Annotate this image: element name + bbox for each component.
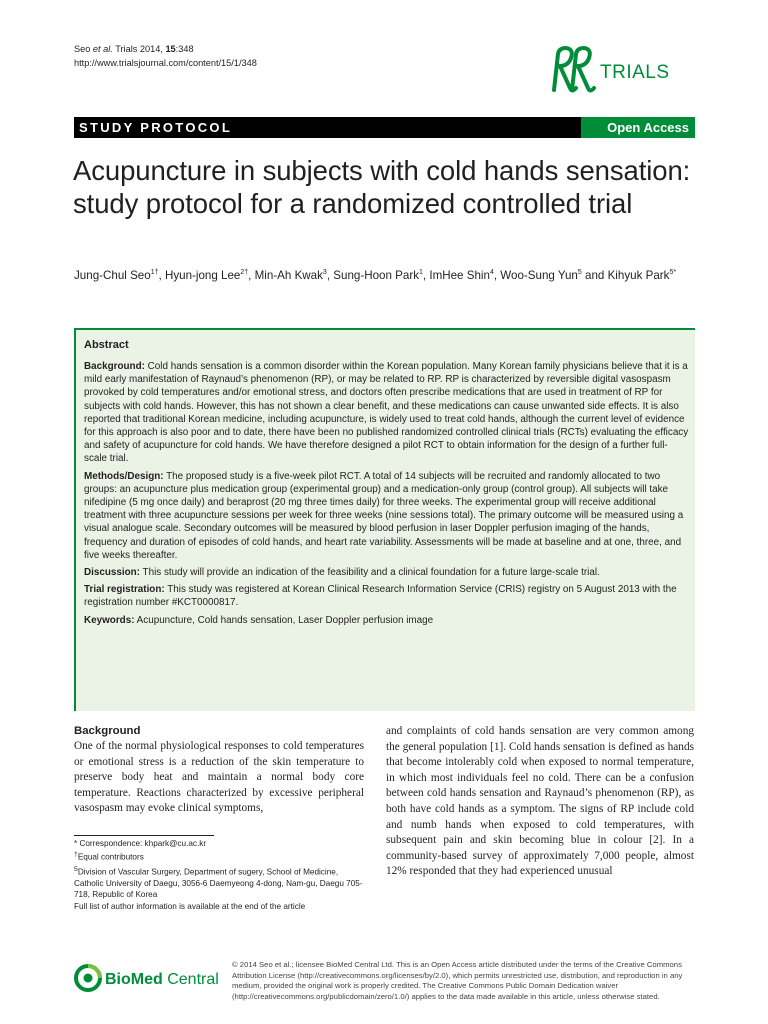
abstract-keywords: Keywords: Acupuncture, Cold hands sensation, Laser Doppler perfusion image	[84, 614, 434, 626]
body-paragraph-right: and complaints of cold hands sensation are very common among the general population [1]. Cold hands sensation is defined as hands that become intolerably cold when exposed to normal temperature, in which most individuals feel no cold. There can be a confusion between cold hands sensation and Raynaud’s phenomenon (RP), as both have cold hands as a symptom. The signs of RP include cold and numb hands when exposed to cold temperatures, with subsequent pain and skin becoming blue in colour [2]. In a community-based survey of approximately 7,000 people, almost 12% responded that they had experienced unusual	[386, 725, 694, 878]
author-name: Jung-Chul Seo	[74, 268, 151, 282]
author-affiliation-marker: 5	[577, 269, 582, 276]
author-separator: ,	[493, 268, 501, 282]
article-title: Acupuncture in subjects with cold hands sensation: study protocol for a randomized controlled trial	[73, 155, 691, 219]
citation-block	[74, 42, 257, 70]
author-separator: ,	[248, 268, 255, 282]
equal-contributors-note: †Equal contributors	[74, 851, 144, 863]
correspondence-note: * Correspondence: khpark@cu.ac.kr	[74, 839, 207, 848]
full-list-note: Full list of author information is available at the end of the article	[74, 901, 306, 911]
abstract-heading: Abstract	[84, 339, 129, 351]
abstract-methods: Methods/Design: The proposed study is a five-week pilot RCT. A total of 14 subjects will be recruited and randomly allocated to two groups: an acupuncture plus medication group (experimental group) and a medication-only group (control group). All subjects will take nifedipine (5 mg once daily) and beraprost (20 mg three times daily) for three weeks. The experimental group will receive additional treatment with three acupuncture sessions per week for three weeks (nine sessions total). The primary outcome will be measured using a visual analogue scale. Secondary outcomes will be measured by blood perfusion in laser Doppler perfusion imaging of the hands, frequency and duration of episodes of cold hands, and heart rate variability. Assessments will be made at baseline and at one, three, and five weeks thereafter.	[84, 470, 684, 561]
author-name: ImHee Shin	[429, 268, 490, 282]
footnote-divider	[74, 835, 214, 836]
author-name: Kihyuk Park	[607, 268, 670, 282]
author-affiliation-marker: 1	[419, 269, 423, 276]
author-list	[74, 264, 694, 285]
author-name: Woo-Sung Yun	[500, 268, 578, 282]
abstract-trial-registration: Trial registration: This study was registered at Korean Clinical Research Information Service (CRIS) registry on 5 August 2013 with the registration number #KCT0000817.	[84, 584, 677, 609]
author-affiliation-marker: 5*	[669, 269, 677, 276]
author-separator: and	[581, 268, 608, 282]
author-name: Hyun-jong Lee	[164, 268, 241, 282]
author-name: Sung-Hoon Park	[333, 268, 419, 282]
author-affiliation-marker: 3	[322, 269, 327, 276]
abstract-discussion: Discussion: This study will provide an indication of the feasibility and a clinical foundation for a future large-scale trial.	[84, 567, 600, 579]
author-separator: ,	[422, 268, 430, 282]
body-right-column	[386, 724, 694, 880]
biomed-central-logo-text: BioMed Central	[105, 971, 219, 988]
trials-logo	[548, 44, 694, 98]
trials-logo-text: TRIALS	[600, 62, 670, 83]
abstract-background: Background: Cold hands sensation is a common disorder within the Korean population. Many Korean family physicians believe that it is a mild early manifestation of Raynaud’s phenomenon (RP), or may be related to RP. RP is characterized by reversible digital vasospasm provoked by cold temperatures and/or emotional stress, and doctors often prescribe medications that are used in treatment of RP for subjects with cold hands. However, this has not shown a clear benefit, and these medications can cause unwanted side effects. It is also reported that traditional Korean medicine, including acupuncture, is widely used to treat cold hands, although the current level of evidence for this approach is also poor and to date, there have been no published randomized controlled clinical trials (RCTs) evaluating the efficacy and safety of acupuncture for cold hands. We have therefore designed a pilot RCT to obtain information for the design of a further full-scale trial.	[84, 361, 689, 465]
section-heading-background: Background	[74, 725, 141, 737]
biomed-central-logo	[74, 960, 224, 996]
author-separator: ,	[158, 268, 165, 282]
author-name: Min-Ah Kwak	[254, 268, 323, 282]
trials-logo-icon	[548, 44, 694, 98]
author-affiliation-marker: 1†	[150, 269, 159, 276]
body-paragraph-left: One of the normal physiological responses to cold temperatures or emotional stress is a reduction of the skin temperature to preserve body heat and maintain a normal body core temperature. Reactions characterized by excessive peripheral vasospasm may evoke clinical symptoms,	[74, 740, 364, 815]
article-type-banner	[74, 117, 695, 138]
affiliation-note: $^5$Division of Vascular Surgery, Department of sugery, School of Medicine, Catholic University of Daegu, 3056-6 Daemyeong 4-dong, Nam-gu, Daegu 705-718, Republic of Korea	[74, 865, 363, 900]
author-affiliation-marker: 2†	[240, 269, 249, 276]
author-separator: ,	[326, 268, 334, 282]
article-type-label: STUDY PROTOCOL	[79, 120, 233, 135]
open-access-badge: Open Access	[581, 117, 695, 138]
body-left-column	[74, 724, 364, 817]
abstract-box	[74, 328, 695, 711]
author-affiliation-marker: 4	[489, 269, 494, 276]
citation-line: Seo et al. Trials 2014, 15:348	[74, 44, 194, 54]
biomed-central-logo-icon	[74, 960, 224, 996]
footnotes	[74, 838, 369, 912]
article-url[interactable]: http://www.trialsjournal.com/content/15/1/348	[74, 58, 257, 68]
license-statement: © 2014 Seo et al.; licensee BioMed Central Ltd. This is an Open Access article distributed under the terms of the Creative Commons Attribution License (http://creativecommons.org/licenses/by/2.0), which permits unrestricted use, distribution, and reproduction in any medium, provided the original work is properly credited. The Creative Commons Public Domain Dedication waiver (http://creativecommons.org/publicdomain/zero/1.0/) applies to the data made available in this article, unless otherwise stated.	[232, 960, 683, 1001]
